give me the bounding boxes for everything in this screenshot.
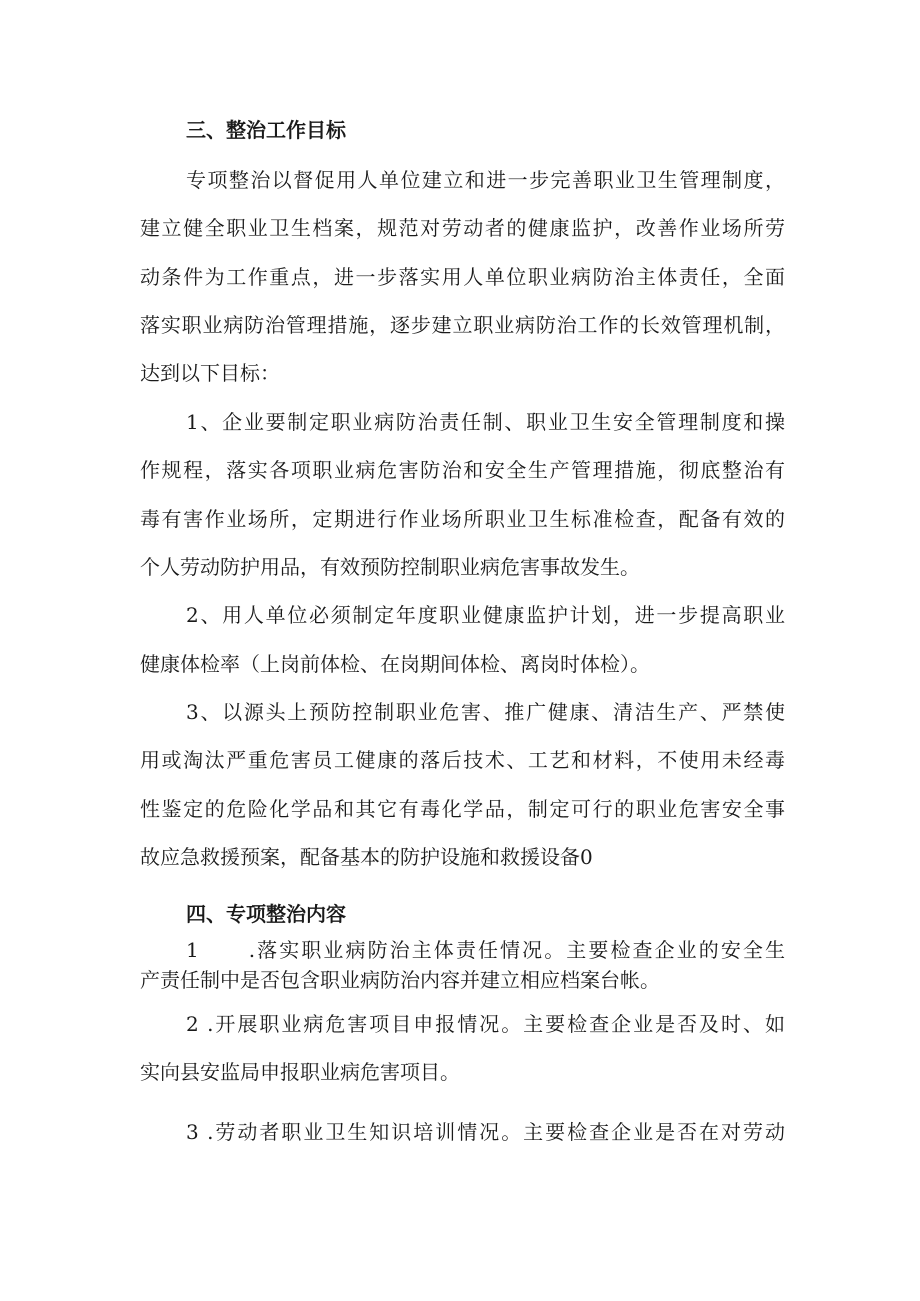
paragraph-line <box>186 938 785 962</box>
paragraph-line: 作规程，落实各项职业病危害防治和安全生产管理措施，彻底整治有 <box>140 458 785 482</box>
paragraph-line: 故应急救援预案，配备基本的防护设施和救援设备0 <box>140 845 593 869</box>
paragraph-line: 性鉴定的危险化学品和其它有毒化学品，制定可行的职业危害安全事 <box>140 797 785 821</box>
paragraph-line: 3 .劳动者职业卫生知识培训情况。主要检查企业是否在对劳动 <box>186 1120 785 1144</box>
section-4-heading: 四、专项整治内容 <box>186 902 346 926</box>
paragraph-line: 落实职业病防治管理措施，逐步建立职业病防治工作的长效管理机制， <box>140 313 785 337</box>
item-number: 1 <box>186 938 199 962</box>
paragraph-line: 达到以下目标： <box>140 361 280 385</box>
paragraph-line: 建立健全职业卫生档案，规范对劳动者的健康监护，改善作业场所劳 <box>140 216 785 240</box>
item-text: .落实职业病防治主体责任情况。主要检查企业的安全生 <box>248 938 785 962</box>
paragraph-line: 2、用人单位必须制定年度职业健康监护计划，进一步提高职业 <box>186 603 785 627</box>
paragraph-line: 动条件为工作重点，进一步落实用人单位职业病防治主体责任，全面 <box>140 265 785 289</box>
paragraph-line: 3、以源头上预防控制职业危害、推广健康、清洁生产、严禁使 <box>186 700 785 724</box>
paragraph-line: 毒有害作业场所，定期进行作业场所职业卫生标准检查，配备有效的 <box>140 507 785 531</box>
paragraph-line: 个人劳动防护用品，有效预防控制职业病危害事故发生。 <box>140 555 640 579</box>
paragraph-line: 实向县安监局申报职业病危害项目。 <box>140 1060 460 1084</box>
paragraph-line: 用或淘汰严重危害员工健康的落后技术、工艺和材料，不使用未经毒 <box>140 748 785 772</box>
paragraph-line: 1、企业要制定职业病防治责任制、职业卫生安全管理制度和操 <box>186 410 785 434</box>
paragraph-line: 产责任制中是否包含职业病防治内容并建立相应档案台帐。 <box>140 968 660 992</box>
paragraph-line: 2 .开展职业病危害项目申报情况。主要检查企业是否及时、如 <box>186 1012 785 1036</box>
paragraph-line: 专项整治以督促用人单位建立和进一步完善职业卫生管理制度， <box>186 168 785 192</box>
section-3-heading: 三、整治工作目标 <box>186 118 346 142</box>
paragraph-line: 健康体检率（上岗前体检、在岗期间体检、离岗时体检）。 <box>140 652 650 676</box>
